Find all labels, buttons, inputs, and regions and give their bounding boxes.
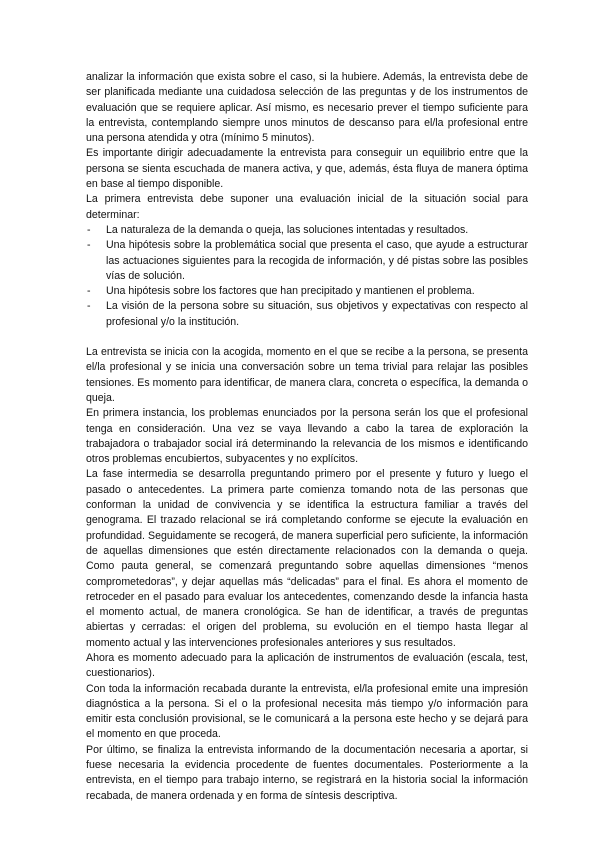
paragraph-direction: Es importante dirigir adecuadamente la entrevista para conseguir un equilibrio entre que la persona se sienta escuchada de manera activa, y que, además, ésta fluya de manera óptima en base al tiempo disponible.: [86, 147, 528, 191]
list-marker: -: [87, 285, 91, 298]
list-item-text: La visión de la persona sobre su situación, sus objetivos y expectativas con respecto al profesional y/o la institución.: [106, 300, 528, 328]
list-item: [86, 238, 528, 284]
paragraph-intermediate-phase: La fase intermedia se desarrolla preguntando primero por el presente y futuro y luego el pasado o antecedentes. La primera parte comienza tomando nota de las personas que conforman la unidad de convivencia y se identifica la estructura familiar a través del genograma. El trazado relacional se irá completando conforme se ejecute la evaluación en profundidad. Seguidamente se recogerá, de manera superficial pero suficiente, la información de aquellas dimensiones que estén directamente relacionados con la demanda o queja. Como pauta general, se comenzará preguntando sobre aquellas dimensiones “menos comprometedoras”, y dejar aquellas más “delicadas” para el final. Es ahora el momento de retroceder en el pasado para evaluar los antecedentes, comenzando desde la infancia hasta el momento actual, de manera cronológica. Se han de identificar, a través de preguntas abiertas y cerradas: el origen del problema, su evolución en el tiempo hasta llegar al momento actual y las intervenciones profesionales anteriores y sus resultados.: [86, 468, 528, 649]
section-spacer: [86, 330, 528, 345]
list-marker: -: [87, 300, 91, 313]
paragraph-first-instance: En primera instancia, los problemas enunciados por la persona serán los que el profesional tenga en consideración. Una vez se vaya llevando a cabo la tarea de exploración la trabajadora o trabajador social irá determinando la relevancia de los mismos e identificando otros problemas encubiertos, subyacentes y no explícitos.: [86, 407, 528, 466]
paragraph-first-interview: La primera entrevista debe suponer una evaluación inicial de la situación social para determinar:: [86, 193, 528, 221]
list-item-text: Una hipótesis sobre la problemática social que presenta el caso, que ayude a estructurar las actuaciones siguientes para la recogida de información, y dé pistas sobre las posibles vías de solución.: [106, 239, 528, 282]
list-marker: -: [87, 239, 91, 252]
paragraph-closing: Por último, se finaliza la entrevista informando de la documentación necesaria a aportar, si fuese necesaria la evidencia procedente de fuentes documentales. Posteriormente a la entrevista, en el tiempo para trabajo interno, se registrará en la historia social la información recabada, de manera ordenada y en forma de síntesis descriptiva.: [86, 743, 528, 802]
paragraph-planning: analizar la información que exista sobre el caso, si la hubiere. Además, la entrevista debe de ser planificada mediante una cuidadosa selección de las preguntas y de los instrumentos de evaluación que se requiere aplicar. Así mismo, es necesario prever el tiempo suficiente para la entrevista, contemplando siempre unos minutos de descanso para el/la profesional entre una persona atendida y otra (mínimo 5 minutos).: [86, 71, 528, 145]
list-item-text: La naturaleza de la demanda o queja, las soluciones intentadas y resultados.: [106, 223, 469, 236]
list-item: [86, 284, 528, 299]
list-marker: -: [87, 223, 91, 236]
paragraph-diagnosis: Con toda la información recabada durante la entrevista, el/la profesional emite una impresión diagnóstica a la persona. Si el o la profesional necesita más tiempo y/o información para emitir esta conclusión provisional, se le comunicará a la persona este hecho y se dejará para el momento en que proceda.: [86, 682, 528, 741]
evaluation-list: [86, 223, 528, 330]
paragraph-instruments: Ahora es momento adecuado para la aplicación de instrumentos de evaluación (escala, test, cuestionarios).: [86, 651, 528, 680]
list-item-text: Una hipótesis sobre los factores que han precipitado y mantienen el problema.: [106, 285, 475, 298]
document-page: [86, 70, 528, 804]
paragraph-reception: La entrevista se inicia con la acogida, momento en el que se recibe a la persona, se presenta el/la profesional y se inicia una conversación sobre un tema trivial para relajar las posibles tensiones. Es momento para identificar, de manera clara, concreta o específica, la demanda o queja.: [86, 346, 528, 404]
list-item: [86, 223, 528, 238]
list-item: [86, 299, 528, 330]
